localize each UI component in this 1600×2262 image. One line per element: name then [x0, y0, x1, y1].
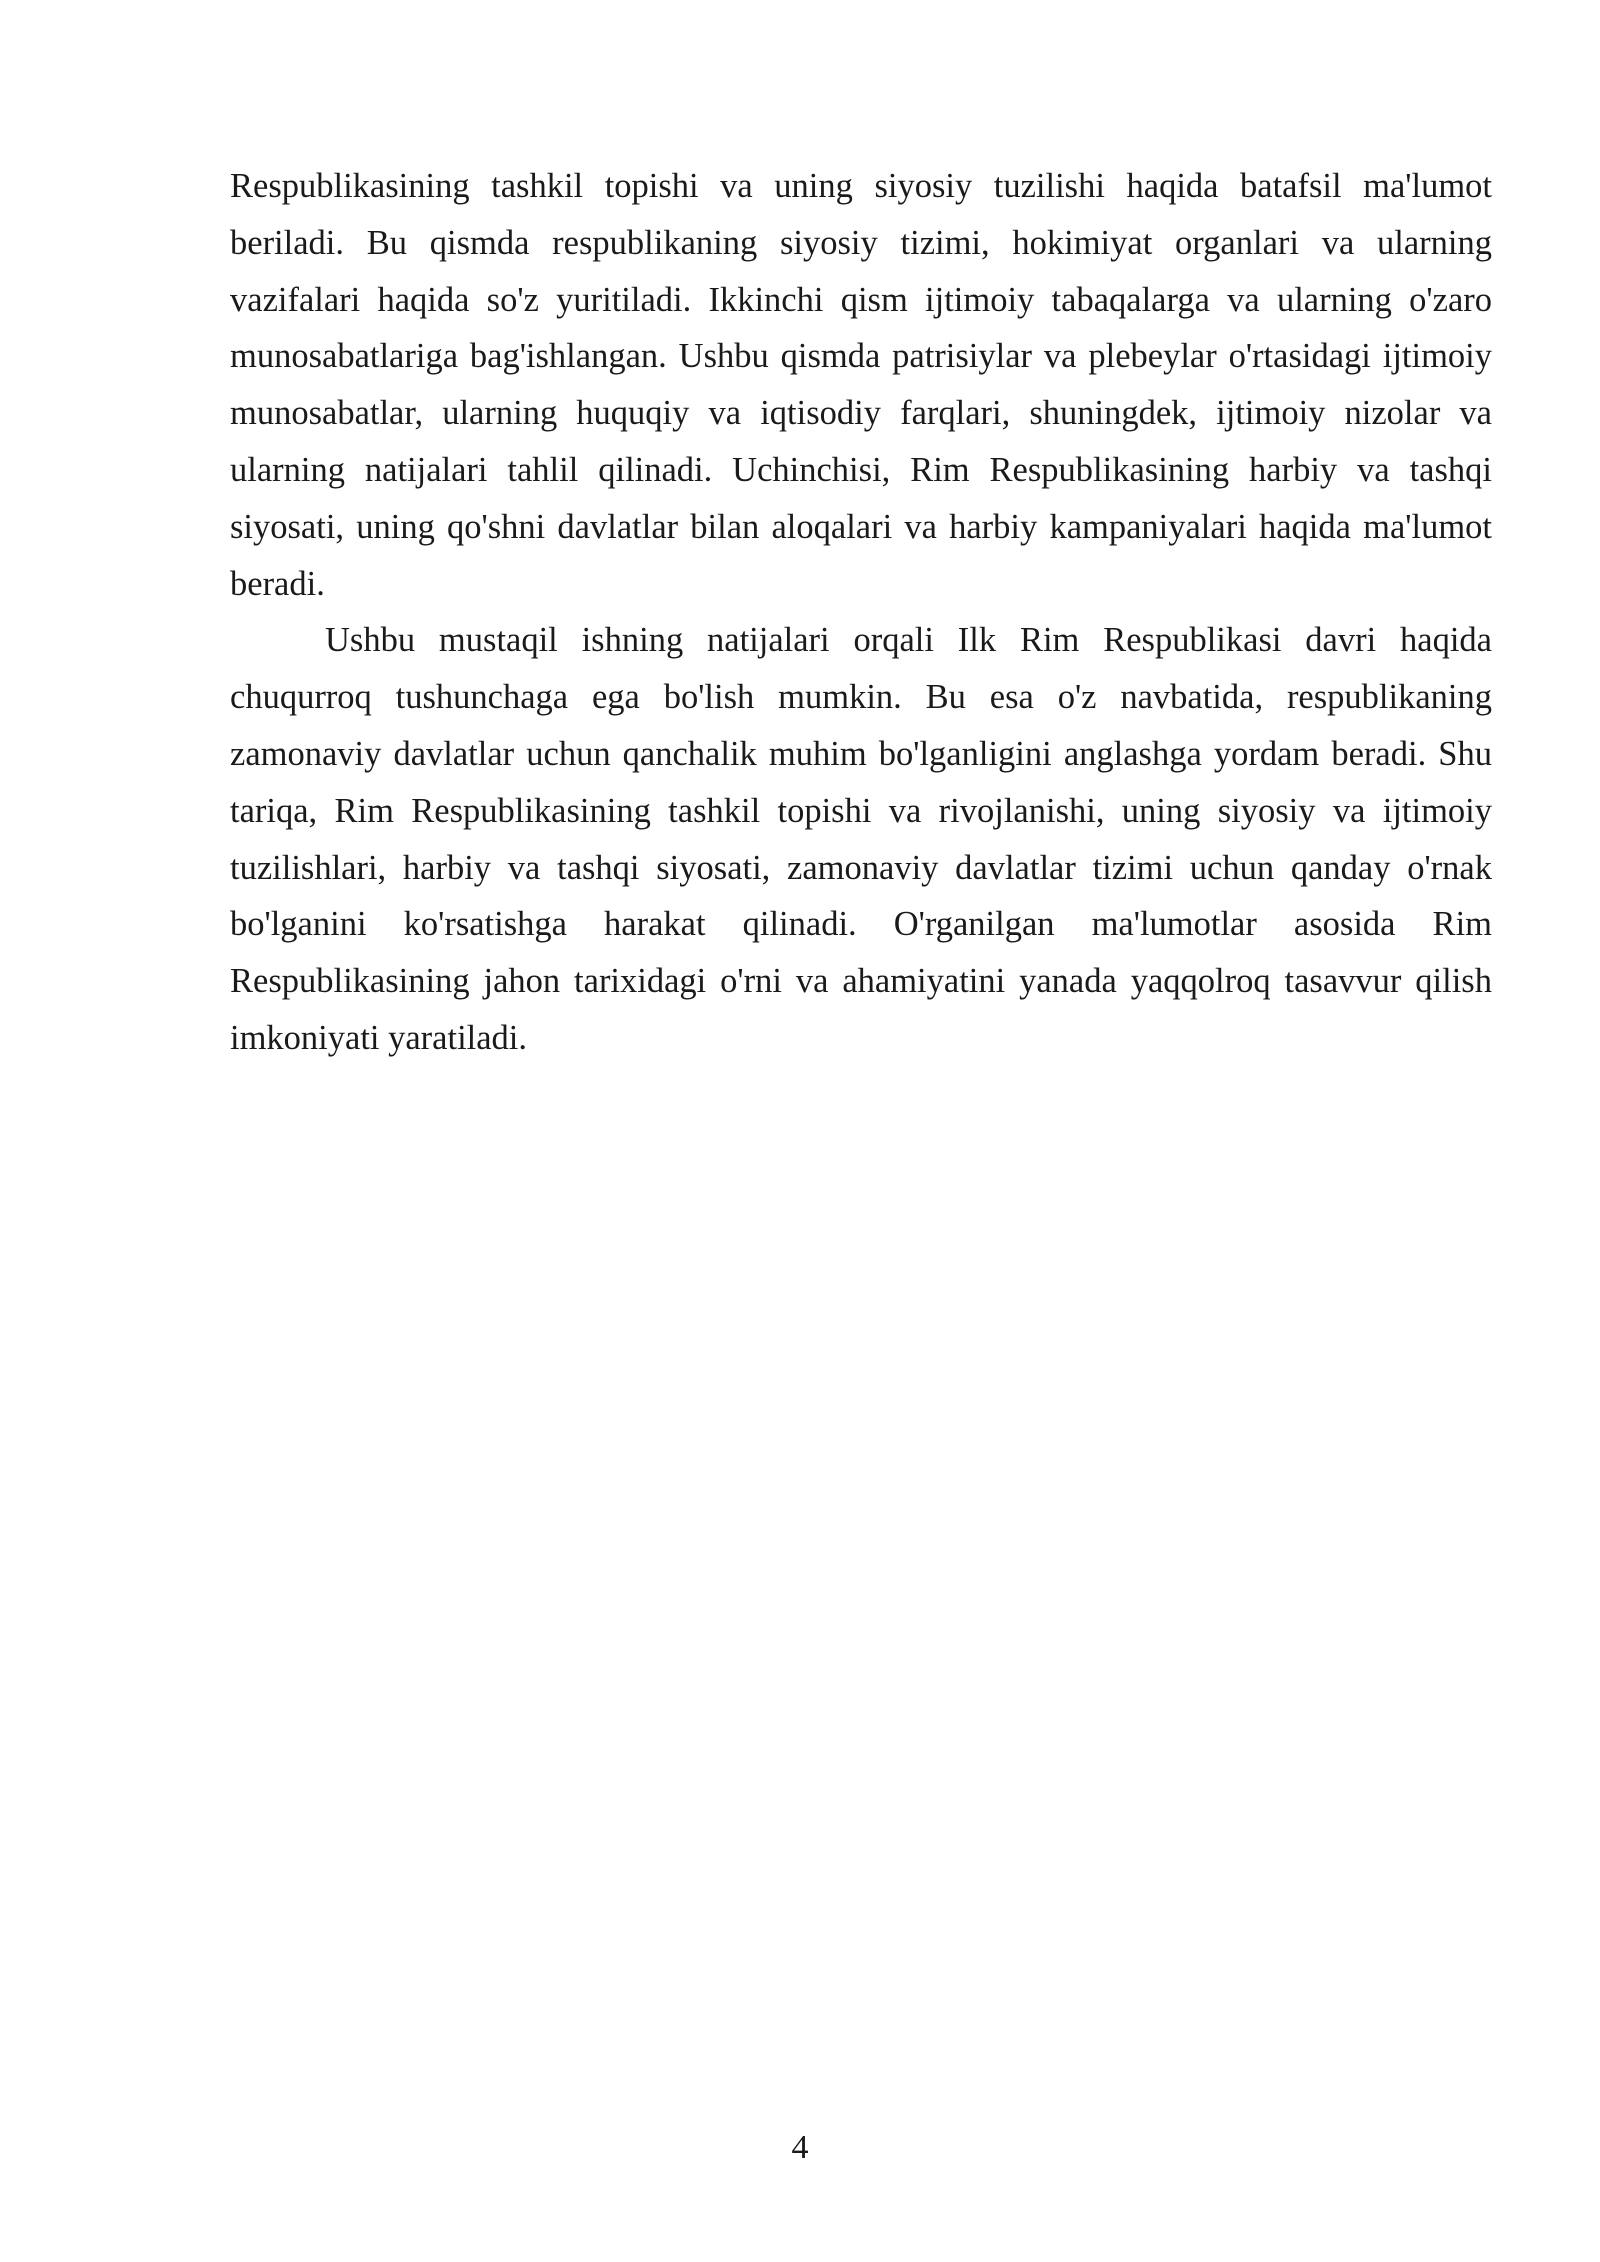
paragraph-continuation: Respublikasining tashkil topishi va uning siyosiy tuzilishi haqida batafsil ma'lumot beriladi. Bu qismda respublikaning siyosiy tizimi, hokimiyat organlari va ularning vazifalari haqida so'z yuritiladi. Ikkinchi qism ijtimoiy tabaqalarga va ularning o'zaro munosabatlariga bag'ishlangan. Ushbu qismda patrisiylar va plebeylar o'rtasidagi ijtimoiy munosabatlar, ularning huquqiy va iqtisodiy farqlari, shuningdek, ijtimoiy nizolar va ularning natijalari tahlil qilinadi. Uchinchisi, Rim Respublikasining harbiy va tashqi siyosati, uning qo'shni davlatlar bilan aloqalari va harbiy kampaniyalari haqida ma'lumot beradi.	[230, 167, 1492, 603]
page-body	[230, 158, 1492, 1067]
page-number: 4	[791, 2129, 809, 2166]
paragraph-conclusion: Ushbu mustaqil ishning natijalari orqali Ilk Rim Respublikasi davri haqida chuqurroq tushunchaga ega bo'lish mumkin. Bu esa o'z navbatida, respublikaning zamonaviy davlatlar uchun qanchalik muhim bo'lganligini anglashga yordam beradi. Shu tariqa, Rim Respublikasining tashkil topishi va rivojlanishi, uning siyosiy va ijtimoiy tuzilishlari, harbiy va tashqi siyosati, zamonaviy davlatlar tizimi uchun qanday o'rnak bo'lganini ko'rsatishga harakat qilinadi. O'rganilgan ma'lumotlar asosida Rim Respublikasining jahon tarixidagi o'rni va ahamiyatini yanada yaqqolroq tasavvur qilish imkoniyati yaratiladi.	[230, 621, 1492, 1057]
